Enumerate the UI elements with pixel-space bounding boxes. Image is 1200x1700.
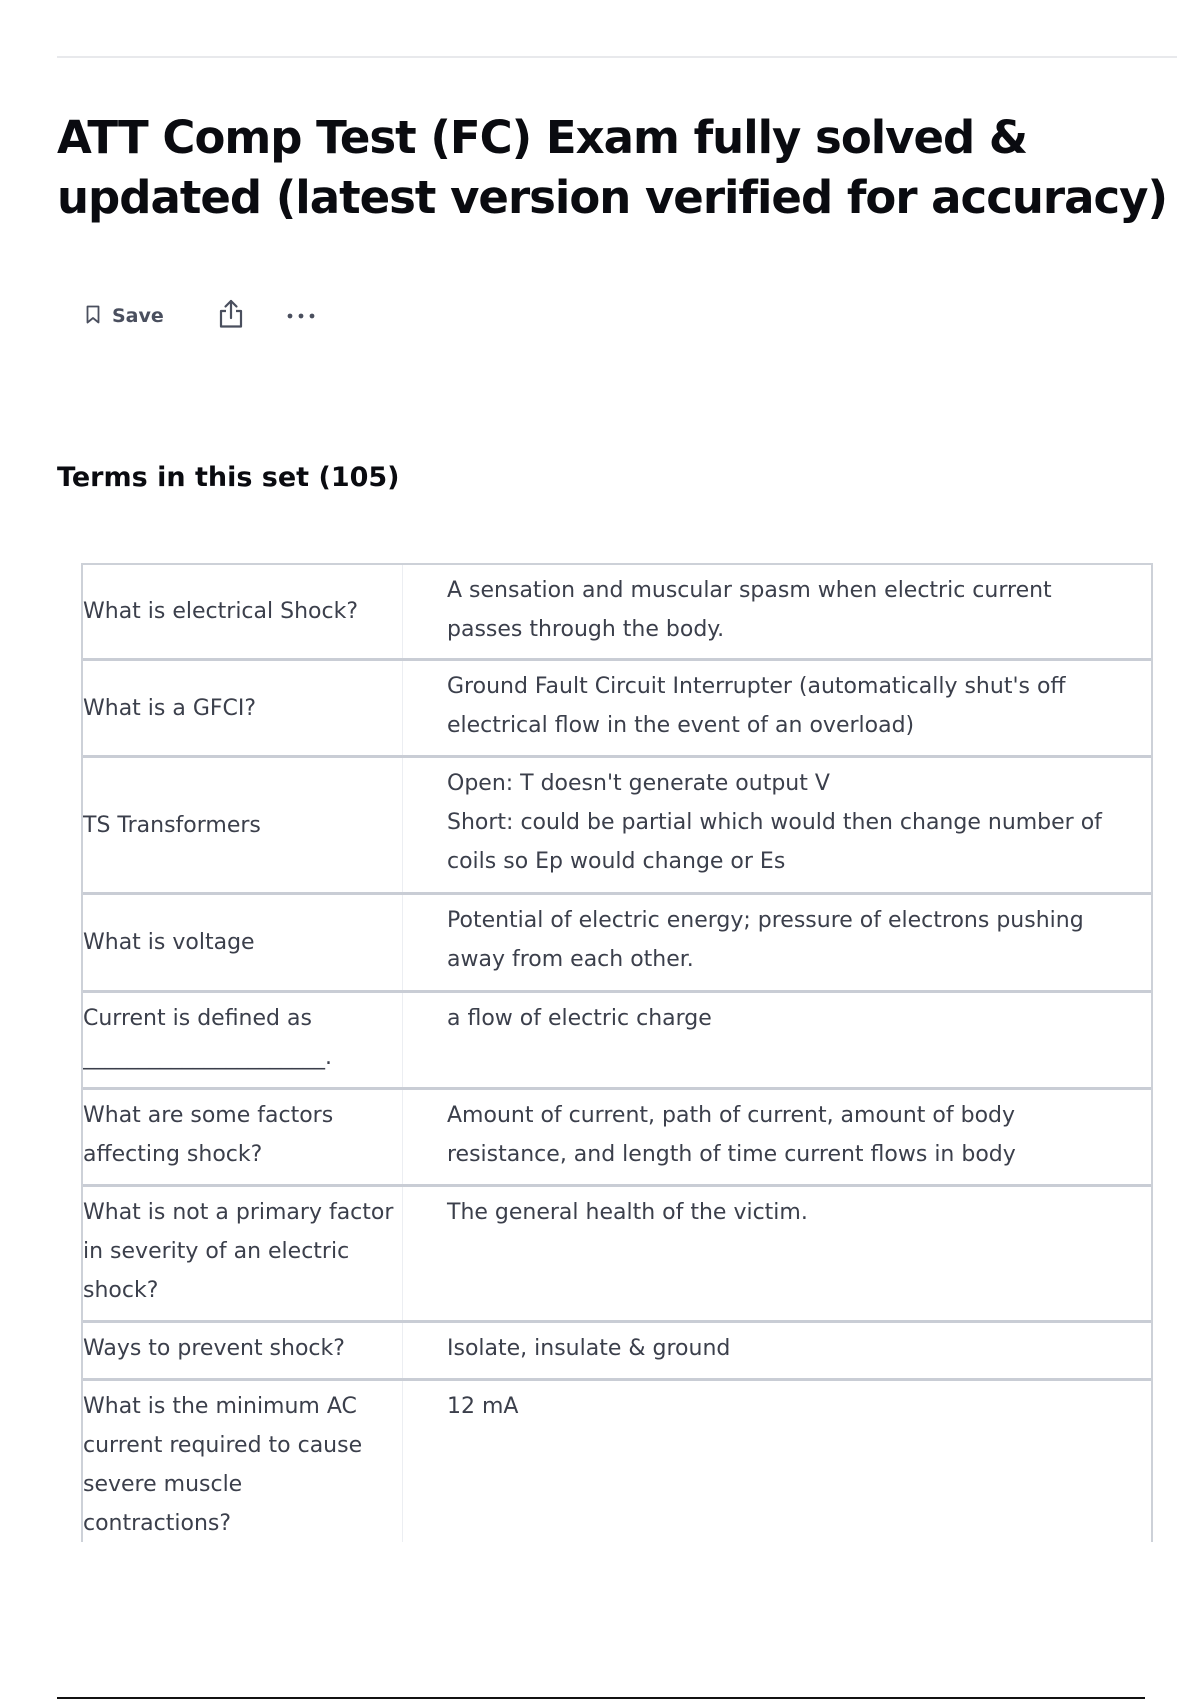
term-cell: What is not a primary factor in severity of an electric shock? [83,1187,403,1320]
definition-cell: Open: T doesn't generate output V Short: could be partial which would then change number of coils so Ep would change or Es [447,771,1102,874]
definition-cell: Potential of electric energy; pressure of electrons pushing away from each other. [447,908,1084,972]
term-cell: What is the minimum AC current required to cause severe muscle contractions? [83,1381,403,1542]
definition-cell: Ground Fault Circuit Interrupter (automatically shut's off electrical flow in the event of an overload) [447,674,1066,738]
table-row [83,895,1151,993]
definition-cell: Isolate, insulate & ground [447,1336,731,1361]
term-cell: What is a GFCI? [83,661,403,755]
term-cell: What is voltage [83,895,403,990]
terms-table [81,563,1153,1542]
table-row [83,1323,1151,1381]
term-cell: What is electrical Shock? [83,565,403,658]
table-row [83,758,1151,895]
action-toolbar [86,296,316,336]
definition-cell: The general health of the victim. [447,1200,808,1225]
bookmark-icon [86,305,100,328]
term-cell: What are some factors affecting shock? [83,1090,403,1184]
more-options-button[interactable] [286,309,316,324]
more-horizontal-icon [286,309,316,324]
table-row [83,1090,1151,1187]
definition-cell: 12 mA [447,1394,519,1419]
bottom-divider [57,1697,1145,1699]
definition-cell: a flow of electric charge [447,1006,712,1031]
table-row [83,565,1151,661]
term-cell: TS Transformers [83,758,403,892]
save-label: Save [112,305,164,327]
share-button[interactable] [218,299,244,333]
share-icon [218,299,244,333]
table-row [83,1187,1151,1323]
page-title: ATT Comp Test (FC) Exam fully solved & updated (latest version verified for accuracy) [57,111,1168,224]
term-cell: Current is defined as ______________________. [83,993,403,1087]
table-row [83,661,1151,758]
table-row [83,1381,1151,1542]
save-button[interactable] [86,305,164,328]
definition-cell: A sensation and muscular spasm when electric current passes through the body. [447,578,1052,642]
top-divider [57,56,1177,58]
term-cell: Ways to prevent shock? [83,1323,403,1378]
table-row [83,993,1151,1090]
definition-cell: Amount of current, path of current, amount of body resistance, and length of time current flows in body [447,1103,1016,1167]
terms-heading: Terms in this set (105) [57,462,400,493]
